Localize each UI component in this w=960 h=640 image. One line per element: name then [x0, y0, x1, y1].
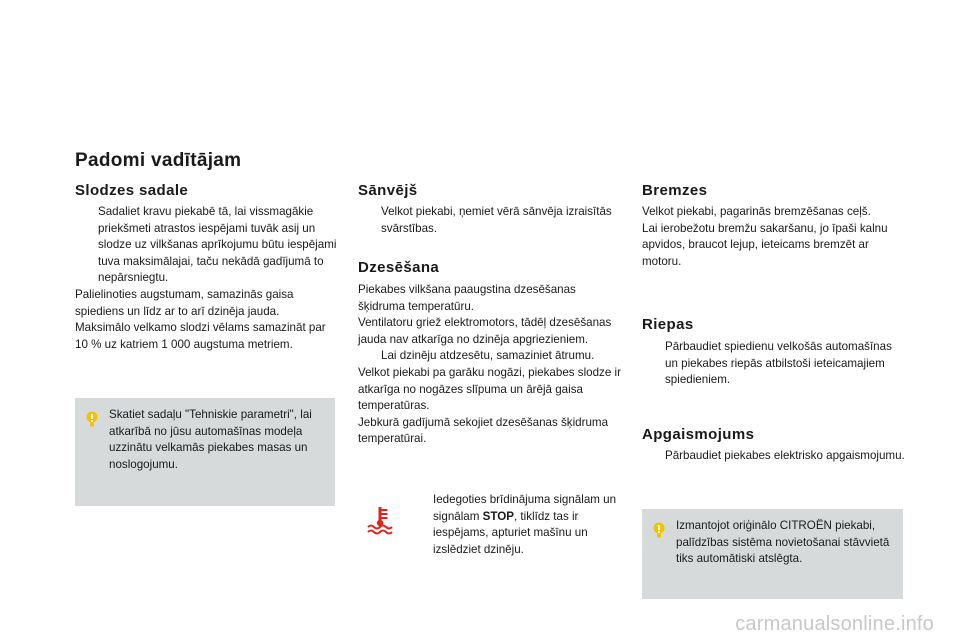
- page-title: Padomi vadītājam: [75, 150, 242, 171]
- info-text: Izmantojot oriģinālo CITROËN piekabi, palīdzības sistēma novietošanai stāvvietā tiks automātiski atslēgta.: [676, 519, 890, 566]
- col1-body: [75, 204, 337, 353]
- col3-brakes-body: [642, 204, 906, 270]
- list-item: [358, 204, 620, 237]
- bullet-text: Velkot piekabi, ņemiet vērā sānvēja izraisītās svārstības.: [381, 205, 612, 235]
- heading-load-distribution: Slodzes sadale: [75, 182, 189, 199]
- col2-warning-body: [410, 492, 622, 558]
- list-item: [642, 448, 906, 465]
- col3-tyres-body: [642, 339, 906, 389]
- heading-cooling: Dzesēšana: [358, 259, 440, 276]
- warning-text-end: , tiklīdz tas ir iespējams, apturiet mašīnu un izslēdziet dzinēju.: [433, 509, 588, 556]
- paragraph: Jebkurā gadījumā sekojiet dzesēšanas šķidruma temperatūrai.: [358, 415, 609, 446]
- col2-cooling-body: [358, 282, 622, 448]
- col3-lighting-body: [642, 448, 906, 465]
- paragraph: Piekabes vilkšana paaugstina dzesēšanas šķidruma temperatūru.: [358, 283, 576, 313]
- bullet-text: Pārbaudiet piekabes elektrisko apgaismojumu.: [665, 449, 905, 462]
- heading-tyres: Riepas: [642, 316, 694, 333]
- bullet-text: Pārbaudiet spiedienu velkošās automašīnas un piekabes riepās atbilstoši ieteicamajiem spiedieniem.: [665, 340, 892, 387]
- info-icon: [653, 522, 665, 538]
- paragraph: Velkot piekabi pa garāku nogāzi, piekabes slodze ir atkarīga no nogāzes slīpuma un ārējā gaisa temperatūras.: [358, 365, 621, 413]
- paragraph: Maksimālo velkamo slodzi vēlams samazināt par 10 % uz katriem 1 000 augstuma metriem.: [75, 321, 326, 351]
- coolant-temperature-warning-icon: [366, 505, 394, 535]
- info-icon: [86, 411, 98, 427]
- paragraph: Ventilatoru griež elektromotors, tādēļ dzesēšanas jauda nav atkarīga no dzinēja apgriezieniem.: [358, 316, 612, 346]
- paragraph: Lai ierobežotu bremžu sakaršanu, jo īpaši kalnu apvidos, braucot lejup, ieteicams bremzēt ar motoru.: [642, 221, 888, 268]
- heading-lighting: Apgaismojums: [642, 426, 755, 443]
- bullet-text: Lai dzinēju atdzesētu, samaziniet ātrumu.: [381, 349, 595, 363]
- info-box-parking: [642, 509, 903, 599]
- heading-brakes: Bremzes: [642, 182, 708, 199]
- list-item: [358, 348, 622, 365]
- watermark: carmanualsonline.info: [735, 613, 934, 635]
- list-item: [75, 204, 337, 287]
- info-text: Skatiet sadaļu "Tehniskie parametri", lai atkarībā no jūsu automašīnas modeļa uzzinātu velkamās piekabes masas un noslogojumu.: [109, 408, 312, 471]
- paragraph: Palielinoties augstumam, samazinās gaisa spiediens un līdz ar to arī dzinēja jauda.: [75, 287, 294, 318]
- heading-crosswind: Sānvējš: [358, 182, 418, 199]
- list-item: [642, 339, 906, 389]
- paragraph: Velkot piekabi, pagarinās bremzēšanas ceļš.: [642, 205, 871, 218]
- warning-text: Iedegoties brīdinājuma signālam un signālam: [433, 493, 617, 523]
- col2-crosswind-body: [358, 204, 620, 237]
- info-box-load: [75, 398, 335, 506]
- stop-label: STOP: [482, 509, 514, 523]
- bullet-text: Sadaliet kravu piekabē tā, lai vissmagākie priekšmeti atrastos iespējami tuvāk asij un slodze uz vilkšanas aprīkojumu būtu iespējami tuva maksimālajai, taču nekādā gadījumā to nepārsniegtu.: [98, 205, 337, 285]
- list-item: [410, 492, 622, 558]
